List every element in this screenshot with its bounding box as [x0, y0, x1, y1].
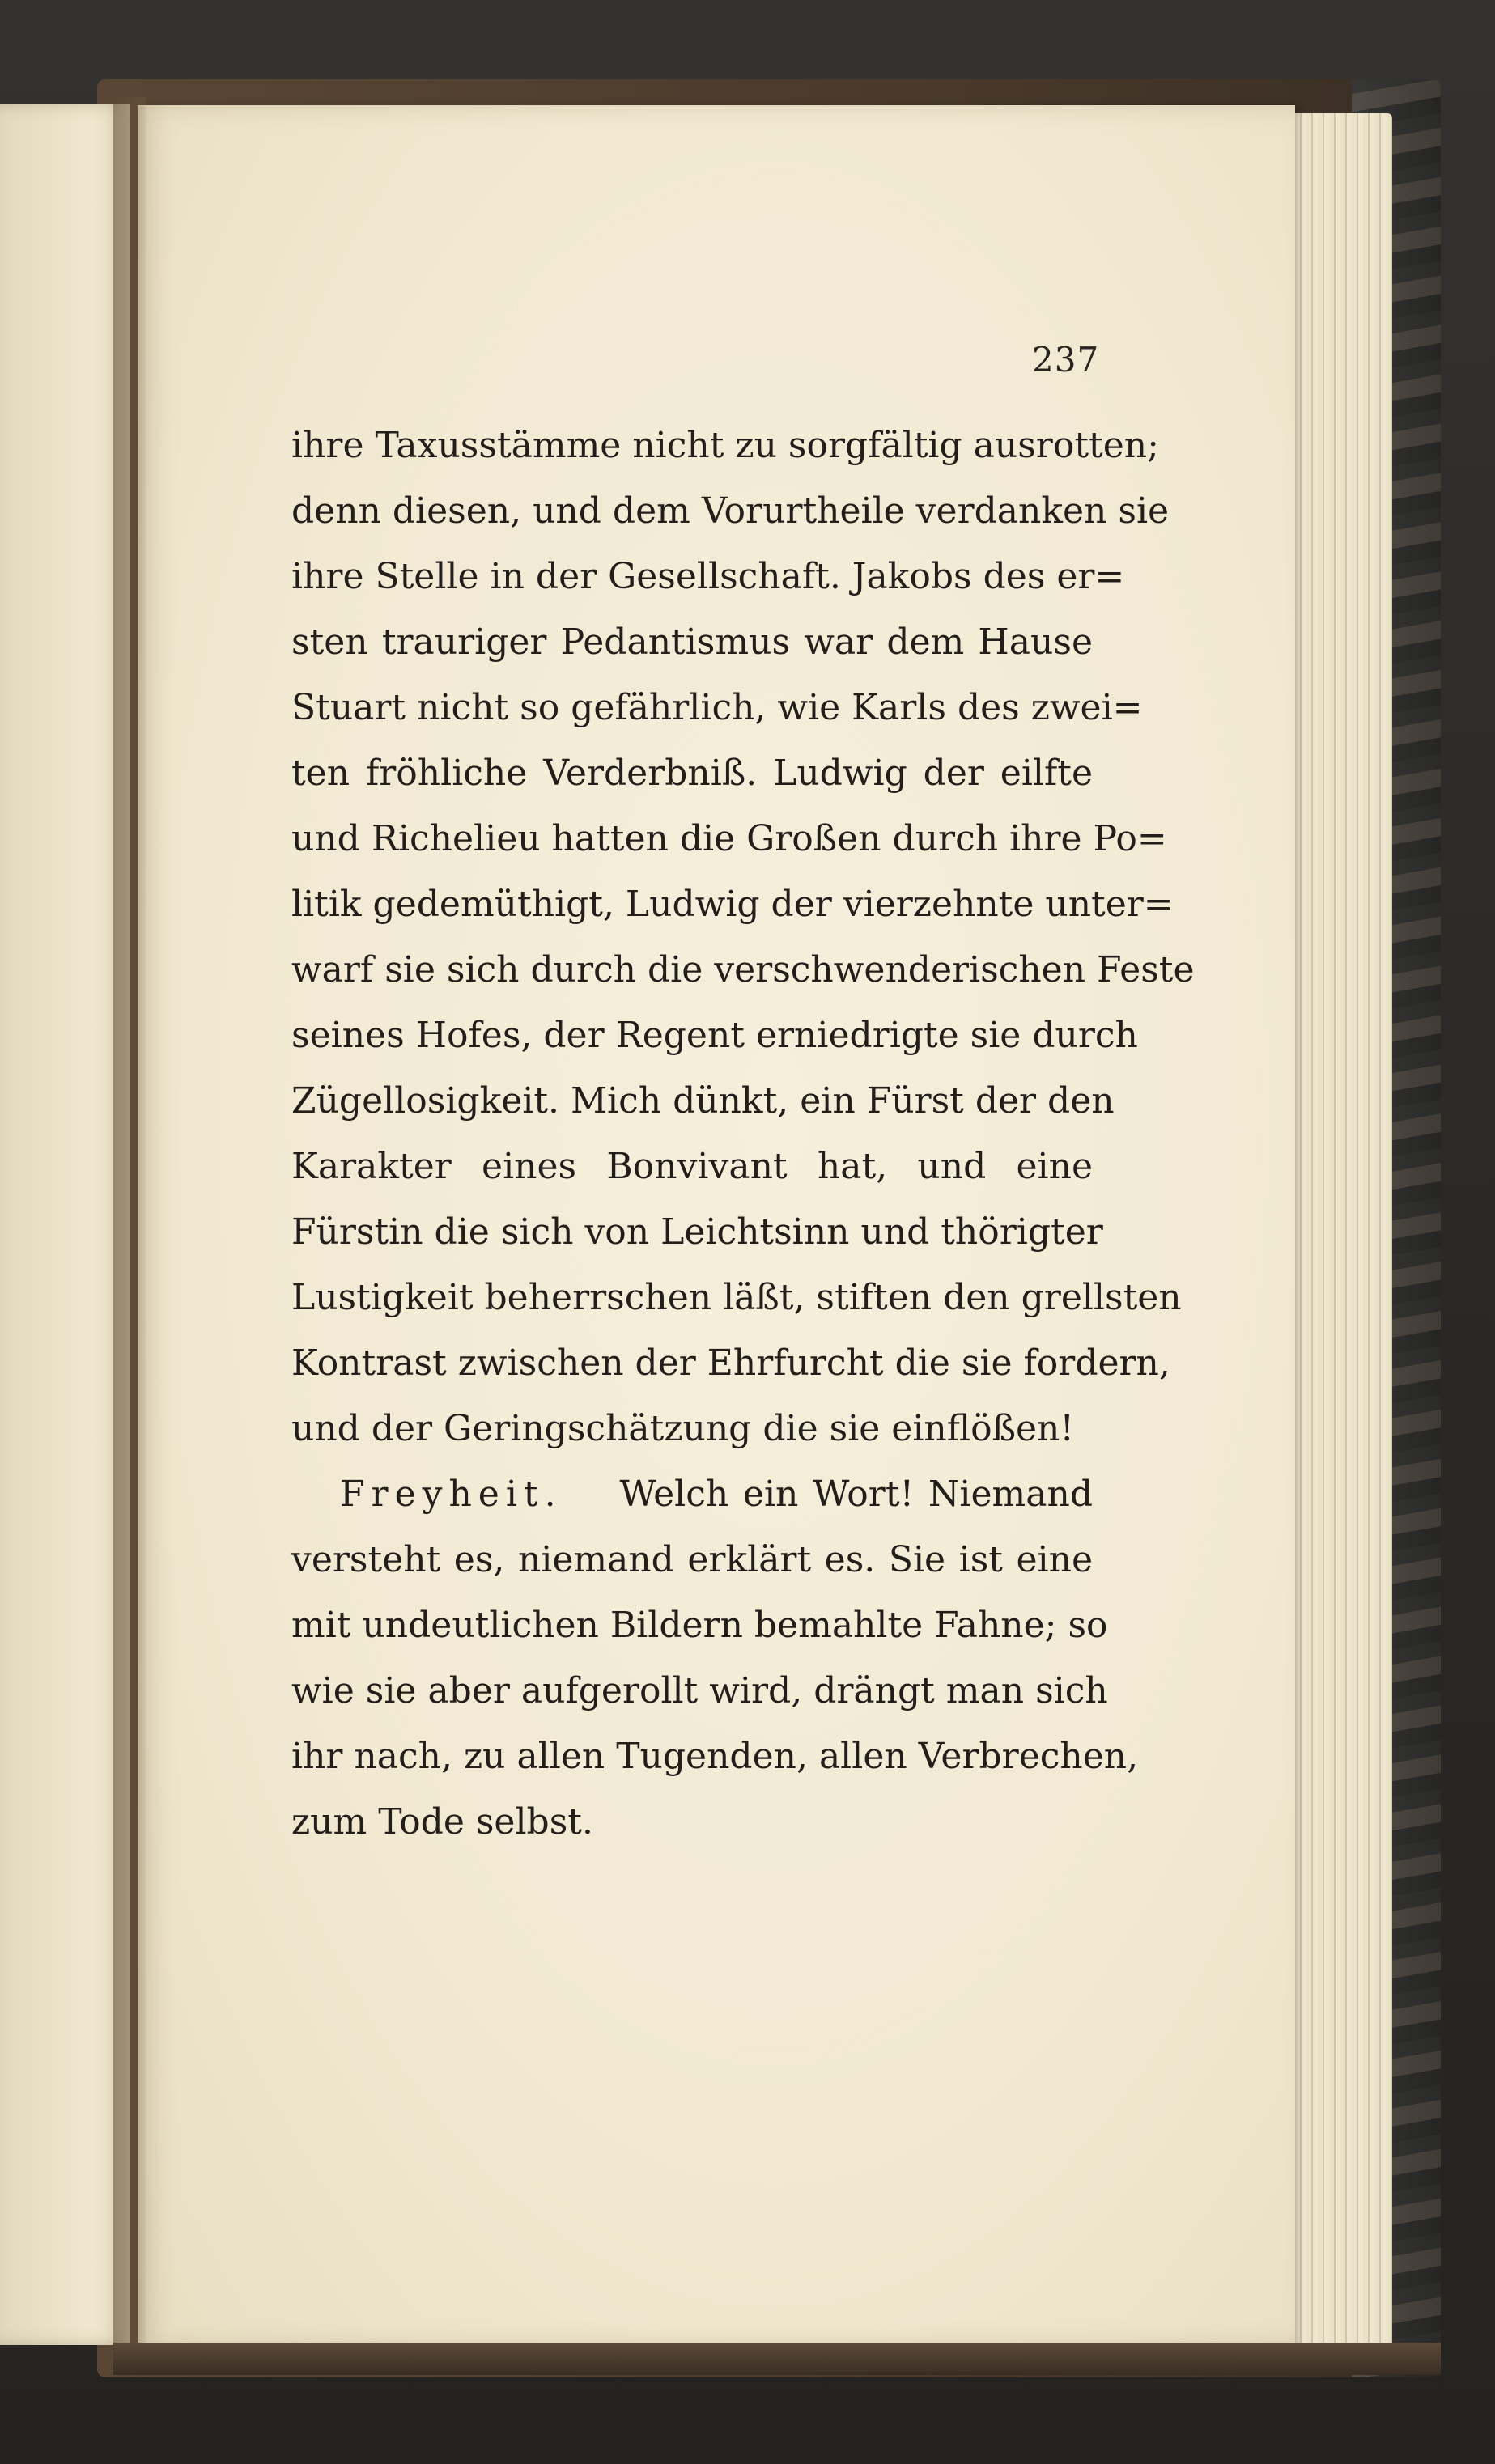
gutter-shadow [113, 97, 146, 2355]
page-number: 237 [1032, 340, 1100, 380]
text-line: ihre Stelle in der Gesellschaft. Jakobs des er= [291, 556, 1125, 597]
lead-word: Freyheit. [340, 1474, 563, 1515]
text-line: Karakter eines Bonvivant hat, und eine [291, 1146, 1093, 1187]
text-line: ten fröhliche Verderbniß. Ludwig der eilfte [291, 753, 1093, 794]
first-line-rest: Welch ein Wort! Niemand [619, 1474, 1093, 1515]
text-line: ihre Taxusstämme nicht zu sorgfältig ausrotten; [291, 425, 1159, 466]
text-line: sten trauriger Pedantismus war dem Hause [291, 621, 1093, 663]
text-line: versteht es, niemand erklärt es. Sie ist eine [291, 1539, 1093, 1580]
text-line: und Richelieu hatten die Großen durch ihre Po= [291, 818, 1167, 859]
text-line: litik gedemüthigt, Ludwig der vierzehnte unter= [291, 884, 1174, 925]
text-line: zum Tode selbst. [291, 1801, 593, 1843]
text-line: mit undeutlichen Bildern bemahlte Fahne; so [291, 1605, 1108, 1646]
text-block [291, 413, 1195, 1855]
text-line: seines Hofes, der Regent erniedrigte sie durch [291, 1015, 1138, 1056]
paragraph-first-line [291, 1461, 1093, 1527]
text-line: Stuart nicht so gefährlich, wie Karls des zwei= [291, 687, 1143, 728]
text-line: wie sie aber aufgerollt wird, drängt man sich [291, 1670, 1108, 1711]
page-edges [1295, 113, 1392, 2355]
text-line: Fürstin die sich von Leichtsinn und thörigter [291, 1211, 1103, 1253]
text-line: Zügellosigkeit. Mich dünkt, ein Fürst der den [291, 1080, 1115, 1122]
text-line: und der Geringschätzung die sie einflößen! [291, 1408, 1075, 1449]
text-line: denn diesen, und dem Vorurtheile verdanken sie [291, 490, 1170, 532]
text-line: Kontrast zwischen der Ehrfurcht die sie fordern, [291, 1342, 1170, 1384]
text-line: Lustigkeit beherrschen läßt, stiften den grellsten [291, 1277, 1182, 1318]
text-line: warf sie sich durch die verschwenderischen Feste [291, 949, 1195, 990]
left-page [0, 104, 130, 2345]
text-line: ihr nach, zu allen Tugenden, allen Verbrechen, [291, 1736, 1139, 1777]
bottom-board-edge [113, 2343, 1441, 2375]
